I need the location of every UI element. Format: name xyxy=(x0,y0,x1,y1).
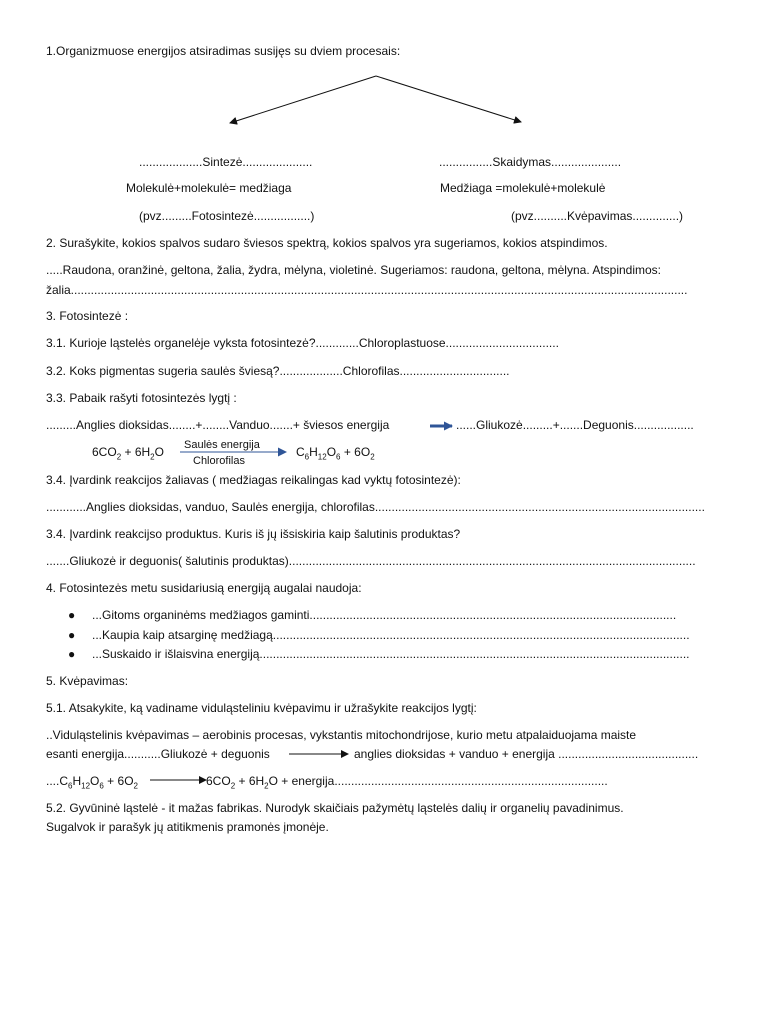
q1-left-name: ...................Sintezė..................... xyxy=(139,155,313,169)
respiration-products: $6CO_2 + 6H_2O$ + energija.................................................................................. xyxy=(206,774,608,789)
q3-4b-title: 3.4. Įvardink reakcijso produktus. Kuris iš jų išsiskiria kaip šalutinis produktas? xyxy=(46,527,461,541)
q4-bullet-3: ...Suskaido ir išlaisvina energiją................................................................................................................................. xyxy=(92,647,690,661)
q3-4a-answer: ............Anglies dioksidas, vanduo, Saulės energija, chlorofilas................................................................................................... xyxy=(46,500,705,514)
q5-2-line1: 5.2. Gyvūninė ląstelė - it mažas fabrikas. Nurodyk skaičiais pažymėtų ląstelės dalių ir organelių pavadinimus. xyxy=(46,801,624,815)
q1-left-formula: Molekulė+molekulė= medžiaga xyxy=(126,181,292,195)
q5-1-answer-line2-end: anglies dioksidas + vanduo + energija .......................................... xyxy=(354,747,699,761)
arrow-right xyxy=(376,76,521,122)
arrow-left xyxy=(230,76,376,123)
q2-title: 2. Surašykite, kokios spalvos sudaro šviesos spektrą, kokios spalvos yra sugeriamos, kokios atspindimos. xyxy=(46,236,608,250)
bullet-icon: ● xyxy=(68,628,76,642)
q1-left-example: (pvz.........Fotosintezė.................) xyxy=(139,209,315,223)
q5-2-line2: Sugalvok ir parašyk jų atitikmenis pramonės įmonėje. xyxy=(46,820,329,834)
q1-right-formula: Medžiaga =molekulė+molekulė xyxy=(440,181,606,195)
q2-answer-line1: .....Raudona, oranžinė, geltona, žalia, žydra, mėlyna, violetinė. Sugeriamos: raudona, geltona, mėlyna. Atspindimos: xyxy=(46,263,662,277)
q5-1-answer-line1: ..Viduląstelinis kvėpavimas – aerobinis procesas, vykstantis mitochondrijose, kurio metu atpalaiduojama maiste xyxy=(46,728,637,742)
q3-2-line: 3.2. Koks pigmentas sugeria saulės šviesą?...................Chlorofilas................................. xyxy=(46,364,510,378)
q3-title: 3. Fotosintezė : xyxy=(46,309,129,323)
q5-1-answer-line2-start: esanti energija...........Gliukozė + deguonis xyxy=(46,747,270,761)
q5-title: 5. Kvėpavimas: xyxy=(46,674,129,688)
q1-right-name: ................Skaidymas..................... xyxy=(439,155,622,169)
q4-bullet-1: ...Gitoms organinėms medžiagos gaminti.............................................................................................................. xyxy=(92,608,677,622)
photosynthesis-reactants: $6CO_2 + 6H_2O$ xyxy=(92,445,164,462)
equation-words-left: .........Anglies dioksidas........+........Vanduo.......+ šviesos energija xyxy=(46,418,390,432)
q3-3-title: 3.3. Pabaik rašyti fotosintezės lygtį : xyxy=(46,391,237,405)
q2-answer-line2: žalia......................................................................................................................................................................................... xyxy=(46,283,688,297)
bullet-icon: ● xyxy=(68,608,76,622)
bullet-icon: ● xyxy=(68,647,76,661)
q4-bullet-2: ...Kaupia kaip atsarginę medžiagą............................................................................................................................. xyxy=(92,628,690,642)
photosynthesis-products: $C_6H_{12}O_6 + 6O_2$ xyxy=(296,445,375,462)
q1-title: 1.Organizmuose energijos atsiradimas susijęs su dviem procesais: xyxy=(46,44,401,58)
equation-condition-chlorophyll: Chlorofilas xyxy=(193,455,245,467)
q5-1-title: 5.1. Atsakykite, ką vadiname viduląsteliniu kvėpavimu ir užrašykite reakcijos lygtį: xyxy=(46,701,477,715)
equation-words-right: ......Gliukozė.........+.......Deguonis.................. xyxy=(456,418,694,432)
q3-4a-title: 3.4. Įvardink reakcijos žaliavas ( medžiagas reikalingas kad vyktų fotosintezė): xyxy=(46,473,461,487)
q1-right-example: (pvz..........Kvėpavimas..............) xyxy=(511,209,684,223)
respiration-reactants: $....C_6H_{12}O_6 + 6O_2$ xyxy=(46,774,138,791)
q3-4b-answer: .......Gliukozė ir deguonis( šalutinis produktas).......................................................................................................................... xyxy=(46,554,696,568)
equation-condition-energy: Saulės energija xyxy=(184,439,260,451)
q4-title: 4. Fotosintezės metu susidariusią energiją augalai naudoja: xyxy=(46,581,362,595)
q3-1-line: 3.1. Kurioje ląstelės organelėje vyksta fotosintezė?.............Chloroplastuose.................................. xyxy=(46,336,559,350)
